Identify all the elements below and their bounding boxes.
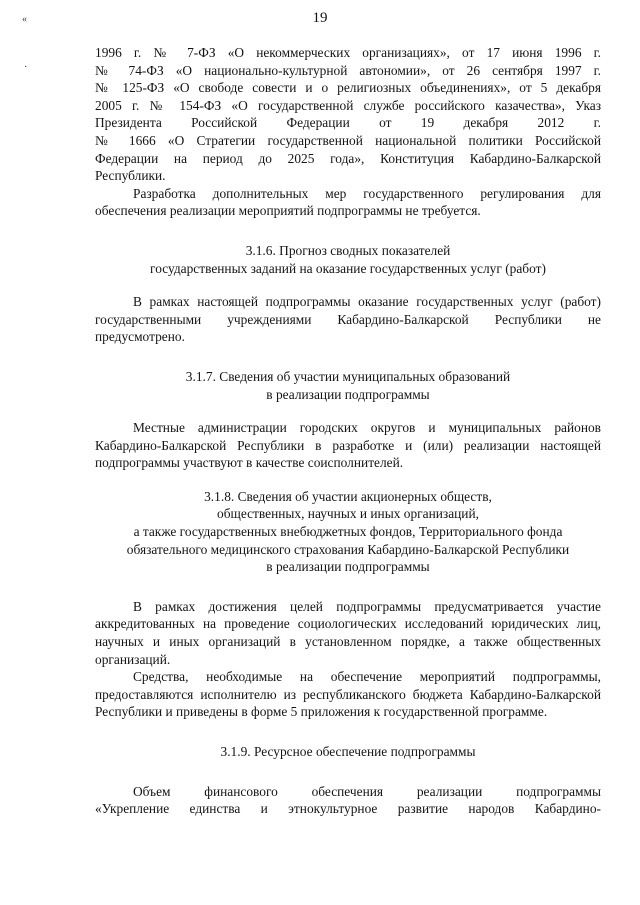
margin-mark-top: « xyxy=(22,14,27,25)
section-3-1-9-text-line2: «Укрепление единства и этнокультурное развитие народов Кабардино- xyxy=(95,801,601,817)
section-heading-3-1-7: 3.1.7. Сведения об участии муниципальных образований xyxy=(185,368,511,384)
section-heading-3-1-6-line2: государственных заданий на оказание государственных услуг (работ) xyxy=(150,260,546,276)
page-number: 19 xyxy=(312,10,328,26)
section-heading-3-1-7-line2: в реализации подпрограммы xyxy=(266,386,430,402)
intro-line: Федерации на период до 2025 года», Конституция Кабардино-Балкарской xyxy=(95,150,601,166)
section-heading-3-1-6: 3.1.6. Прогноз сводных показателей xyxy=(245,242,451,258)
paragraph-regulation: Разработка дополнительных мер государственного регулирования для обеспечения реализации мероприятий подпрограммы не требуется. xyxy=(95,185,601,219)
intro-line: Республики. xyxy=(95,168,166,184)
section-heading-3-1-8-line3: а также государственных внебюджетных фондов, Территориального фонда xyxy=(133,524,563,540)
section-3-1-8-text-1: В рамках достижения целей подпрограммы предусматривается участие аккредитованных на проведение социологических исследований юридических лиц, научных и иных организаций в установленном порядке, а также общественных организаций. xyxy=(95,598,601,667)
document-body xyxy=(95,44,601,818)
intro-line: 1996 г. № 7-ФЗ «О некоммерческих организациях», от 17 июня 1996 г. xyxy=(95,45,601,60)
margin-mark-dot: · xyxy=(24,62,28,73)
section-3-1-9-text-line1: Объем финансового обеспечения реализации подпрограммы xyxy=(133,783,601,799)
section-3-1-6-text: В рамках настоящей подпрограммы оказание государственных услуг (работ) государственными учреждениями Кабардино-Балкарской Республики не предусмотрено. xyxy=(95,294,601,345)
intro-line: № 1666 «О Стратегии государственной национальной политики Российской xyxy=(95,132,601,148)
intro-line: № 74-ФЗ «О национально-культурной автономии», от 26 сентября 1997 г. xyxy=(95,62,601,78)
section-heading-3-1-8-line2: общественных, научных и иных организаций, xyxy=(217,506,479,522)
section-heading-3-1-8-line5: в реализации подпрограммы xyxy=(266,559,430,575)
section-heading-3-1-9: 3.1.9. Ресурсное обеспечение подпрограммы xyxy=(220,744,476,759)
section-3-1-7-text: Местные администрации городских округов и муниципальных районов Кабардино-Балкарской Республики в разработке и (или) реализации настоящей подпрограммы участвуют в качестве соисполнителей. xyxy=(95,420,601,471)
section-3-1-8-text-2: Средства, необходимые на обеспечение мероприятий подпрограммы, предоставляются исполнителю из республиканского бюджета Кабардино-Балкарской Республики и приведены в форме 5 приложения к государственной программе. xyxy=(95,669,601,720)
intro-line: Президента Российской Федерации от 19 декабря 2012 г. xyxy=(95,115,601,131)
intro-line: 2005 г. № 154-ФЗ «О государственной службе российского казачества», Указ xyxy=(95,97,601,113)
section-heading-3-1-8: 3.1.8. Сведения об участии акционерных обществ, xyxy=(204,488,492,504)
section-heading-3-1-8-line4: обязательного медицинского страхования Кабардино-Балкарской Республики xyxy=(126,541,570,557)
intro-line: № 125-ФЗ «О свободе совести и о религиозных объединениях», от 5 декабря xyxy=(95,80,601,96)
